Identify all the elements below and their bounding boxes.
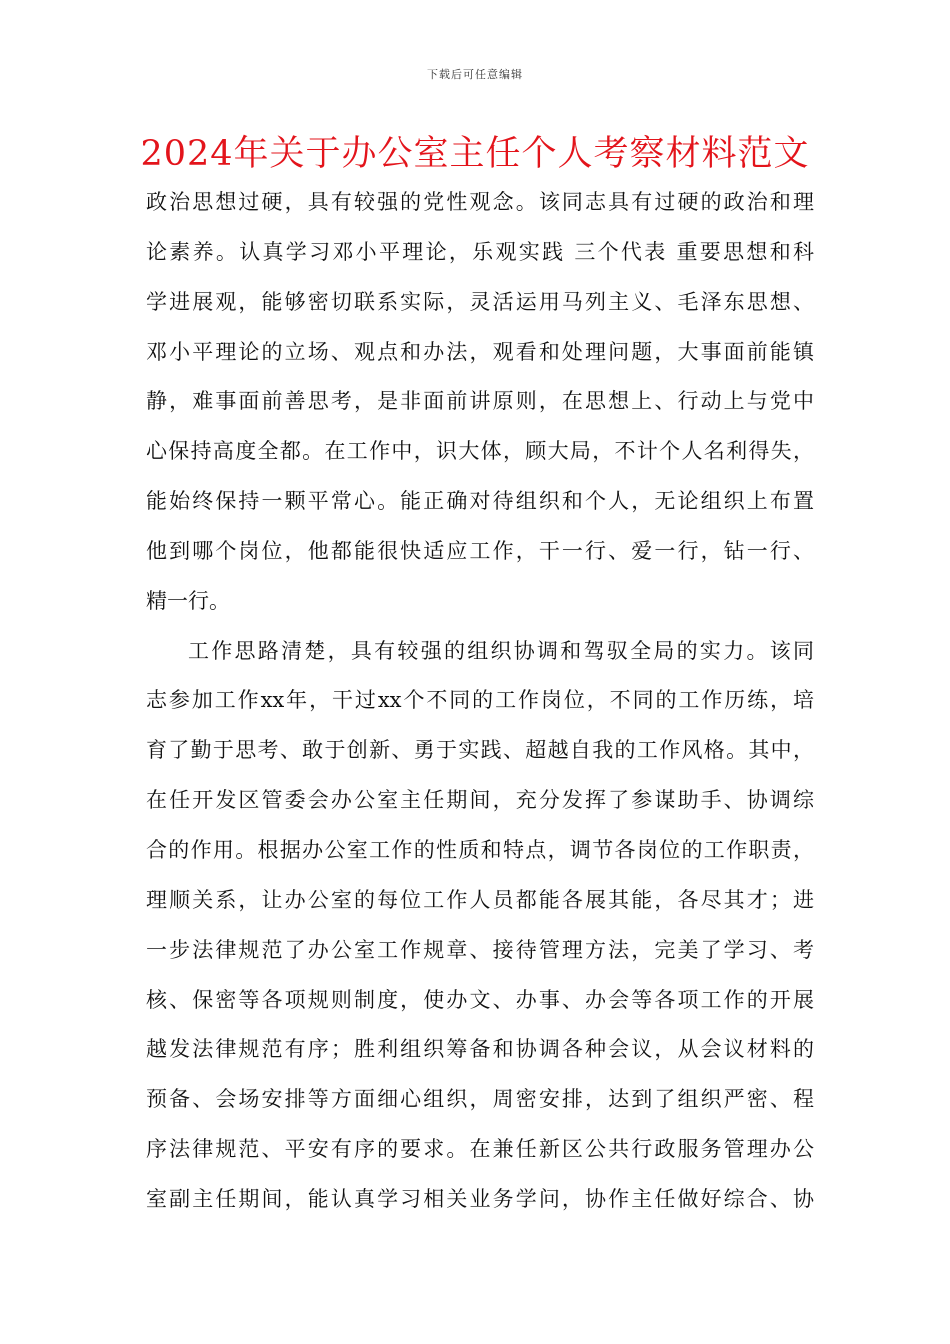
paragraph-line: 论素养。认真学习邓小平理论，乐观实践 三个代表 重要思想和科: [146, 239, 814, 264]
paragraph-line: 越发法律规范有序；胜利组织筹备和协调各种会议，从会议材料的: [146, 1037, 814, 1062]
paragraph: [146, 627, 814, 1225]
page-header-note: 下载后可任意编辑: [427, 68, 523, 81]
paragraph-line: 政治思想过硬，具有较强的党性观念。该同志具有过硬的政治和理: [146, 190, 814, 214]
paragraph-line: 合的作用。根据办公室工作的性质和特点，调节各岗位的工作职责，: [146, 837, 814, 862]
paragraph-line: 工作思路清楚，具有较强的组织协调和驾驭全局的实力。该同: [188, 638, 814, 663]
paragraph-line: 志参加工作xx年，干过xx个不同的工作岗位，不同的工作历练，培: [146, 688, 814, 713]
paragraph: [146, 178, 814, 627]
paragraph-line: 理顺关系，让办公室的每位工作人员都能各展其能，各尽其才；进: [146, 887, 814, 912]
paragraph-line: 在任开发区管委会办公室主任期间，充分发挥了参谋助手、协调综: [146, 788, 814, 813]
document-title: 2024年关于办公室主任个人考察材料范文: [140, 134, 810, 174]
paragraph-line: 邓小平理论的立场、观点和办法，观看和处理问题，大事面前能镇: [146, 339, 814, 364]
paragraph-line: 育了勤于思考、敢于创新、勇于实践、超越自我的工作风格。其中，: [146, 738, 814, 763]
document-body: [146, 178, 814, 1225]
paragraph-line: 学进展观，能够密切联系实际，灵活运用马列主义、毛泽东思想、: [146, 289, 814, 314]
paragraph-line: 预备、会场安排等方面细心组织，周密安排，达到了组织严密、程: [146, 1087, 814, 1112]
paragraph-line: 心保持高度全都。在工作中，识大体，顾大局，不计个人名利得失，: [146, 439, 814, 464]
paragraph-line: 静，难事面前善思考，是非面前讲原则，在思想上、行动上与党中: [146, 389, 814, 414]
paragraph-line: 核、保密等各项规则制度，使办文、办事、办会等各项工作的开展: [146, 987, 814, 1012]
paragraph-line: 序法律规范、平安有序的要求。在兼任新区公共行政服务管理办公: [146, 1137, 814, 1162]
paragraph-line: 一步法律规范了办公室工作规章、接待管理方法，完美了学习、考: [146, 937, 814, 962]
paragraph-line: 室副主任期间，能认真学习相关业务学问，协作主任做好综合、协: [146, 1186, 814, 1211]
paragraph-line: 能始终保持一颗平常心。能正确对待组织和个人，无论组织上布置: [146, 489, 814, 514]
paragraph-line: 精一行。: [146, 588, 230, 613]
paragraph-line: 他到哪个岗位，他都能很快适应工作，干一行、爱一行，钻一行、: [146, 538, 814, 563]
